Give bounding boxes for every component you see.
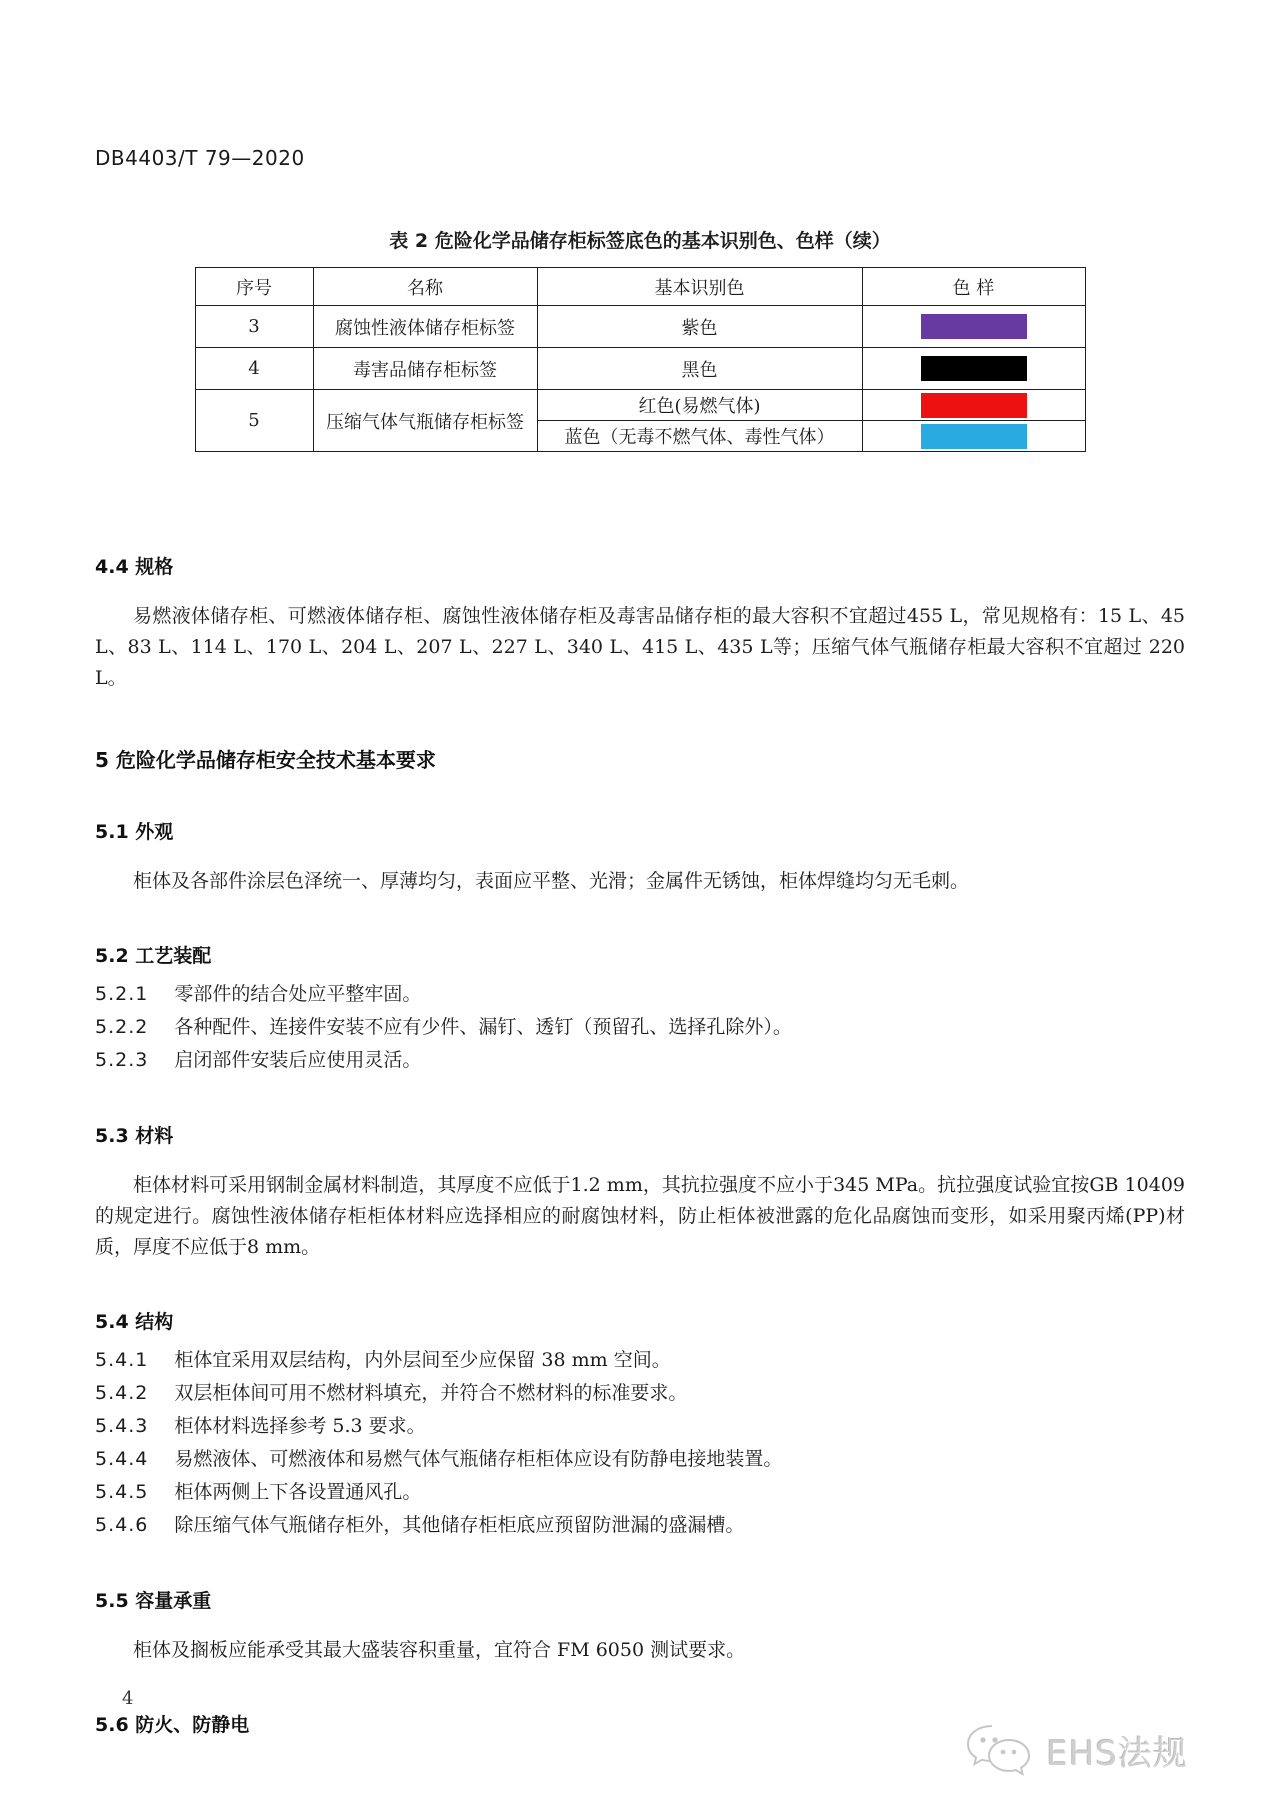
section-heading: 5.1 外观 (95, 821, 174, 843)
section-heading: 5.3 材料 (95, 1125, 174, 1147)
paragraph: 柜体及各部件涂层色泽统一、厚薄均匀，表面应平整、光滑；金属件无锈蚀，柜体焊缝均匀无毛刺。 (133, 870, 970, 892)
col-header-sample: 色 样 (862, 268, 1085, 306)
section-heading: 5.2 工艺装配 (95, 945, 212, 967)
clause (95, 1377, 1185, 1410)
cell-sample (862, 421, 1085, 452)
cell-color-name: 黑色 (537, 348, 862, 390)
clause-text: 启闭部件安装后应使用灵活。 (174, 1049, 422, 1071)
purple-color-swatch (921, 314, 1027, 339)
clause (95, 1509, 1185, 1542)
clause-text: 易燃液体、可燃液体和易燃气体气瓶储存柜柜体应设有防静电接地装置。 (174, 1448, 783, 1470)
clause-number: 5.2.3 (95, 1049, 149, 1071)
section-heading: 5.4 结构 (95, 1311, 174, 1333)
cell-sample (862, 306, 1085, 348)
clause-number: 5.4.4 (95, 1448, 149, 1470)
clause-text: 柜体材料选择参考 5.3 要求。 (174, 1415, 426, 1437)
cell-name: 压缩气体气瓶储存柜标签 (313, 390, 537, 452)
section-heading: 5 危险化学品储存柜安全技术基本要求 (95, 748, 436, 772)
clause (95, 1410, 1185, 1443)
clause-number: 5.4.5 (95, 1481, 149, 1503)
col-header-color: 基本识别色 (537, 268, 862, 306)
watermark (962, 1722, 1188, 1778)
cell-seq: 3 (195, 306, 313, 348)
clause-text: 柜体宜采用双层结构，内外层间至少应保留 38 mm 空间。 (174, 1349, 671, 1371)
table-row (195, 348, 1085, 390)
section-heading: 4.4 规格 (95, 556, 174, 578)
sections (95, 552, 1185, 1737)
section-heading: 5.5 容量承重 (95, 1590, 212, 1612)
clause-number: 5.2.1 (95, 983, 149, 1005)
color-table (195, 267, 1086, 452)
clause (95, 1443, 1185, 1476)
table-row (195, 306, 1085, 348)
table-row (195, 390, 1085, 421)
clause (95, 978, 1185, 1011)
black-color-swatch (921, 356, 1027, 381)
clause-text: 零部件的结合处应平整牢固。 (174, 983, 422, 1005)
clause-number: 5.4.3 (95, 1415, 149, 1437)
paragraph: 柜体材料可采用钢制金属材料制造，其厚度不应低于1.2 mm，其抗拉强度不应小于345 MPa。抗拉强度试验宜按GB 10409的规定进行。腐蚀性液体储存柜柜体材料应选择相应的耐腐蚀材料，防止柜体被泄露的危化品腐蚀而变形，如采用聚丙烯(PP)材质，厚度不应低于8 mm。 (95, 1174, 1185, 1258)
clause (95, 1476, 1185, 1509)
red-color-swatch (921, 393, 1027, 418)
table-title: 表 2 危险化学品储存柜标签底色的基本识别色、色样（续） (389, 230, 891, 252)
cell-color-name: 红色(易燃气体) (537, 390, 862, 421)
clause-number: 5.2.2 (95, 1016, 149, 1038)
section-heading: 5.6 防火、防静电 (95, 1714, 250, 1736)
doc-number: DB4403/T 79—2020 (95, 146, 305, 170)
paragraph: 易燃液体储存柜、可燃液体储存柜、腐蚀性液体储存柜及毒害品储存柜的最大容积不宜超过455 L，常见规格有：15 L、45 L、83 L、114 L、170 L、204 L、207 L、227 L、340 L、415 L、435 L等；压缩气体气瓶储存柜最大容积不宜超过 220 L。 (95, 605, 1185, 689)
clause-text: 双层柜体间可用不燃材料填充，并符合不燃材料的标准要求。 (174, 1382, 688, 1404)
cell-sample (862, 348, 1085, 390)
cell-seq: 4 (195, 348, 313, 390)
clause-number: 5.4.6 (95, 1514, 149, 1536)
watermark-text: EHS法规 (1046, 1733, 1188, 1774)
cell-color-name: 蓝色（无毒不燃气体、毒性气体） (537, 421, 862, 452)
cell-sample (862, 390, 1085, 421)
paragraph: 柜体及搁板应能承受其最大盛装容积重量，宜符合 FM 6050 测试要求。 (133, 1639, 746, 1661)
clause-text: 柜体两侧上下各设置通风孔。 (174, 1481, 422, 1503)
clause (95, 1044, 1185, 1077)
page-number: 4 (122, 1688, 134, 1709)
cell-name: 毒害品储存柜标签 (313, 348, 537, 390)
col-header-seq: 序号 (195, 268, 313, 306)
cell-color-name: 紫色 (537, 306, 862, 348)
clause-text: 各种配件、连接件安装不应有少件、漏钉、透钉（预留孔、选择孔除外）。 (174, 1016, 792, 1038)
col-header-name: 名称 (313, 268, 537, 306)
table-header-row (195, 268, 1085, 306)
clause-number: 5.4.1 (95, 1349, 149, 1371)
clause (95, 1011, 1185, 1044)
clause-text: 除压缩气体气瓶储存柜外，其他储存柜柜底应预留防泄漏的盛漏槽。 (174, 1514, 745, 1536)
blue-color-swatch (921, 424, 1027, 449)
cell-name: 腐蚀性液体储存柜标签 (313, 306, 537, 348)
clause (95, 1344, 1185, 1377)
cell-seq: 5 (195, 390, 313, 452)
wechat-icon (962, 1722, 1036, 1778)
clause-number: 5.4.2 (95, 1382, 149, 1404)
